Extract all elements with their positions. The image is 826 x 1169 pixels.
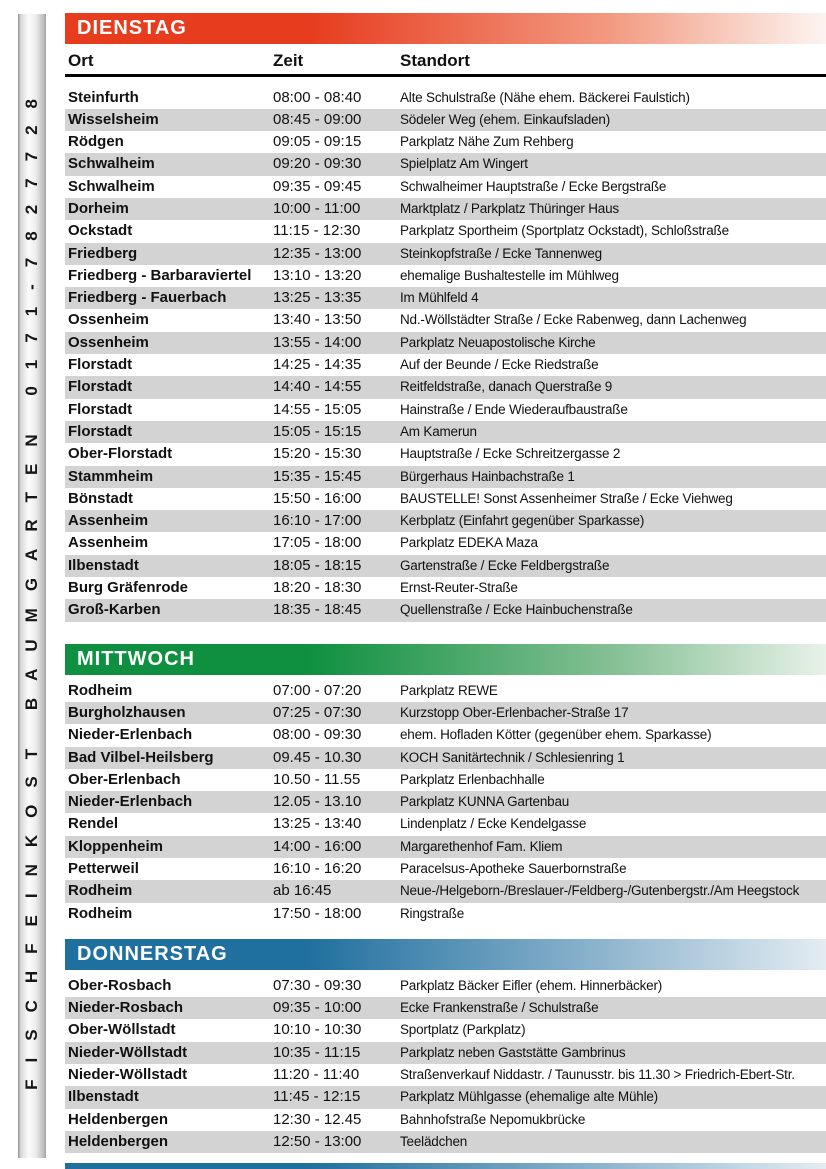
table-row (65, 332, 826, 354)
table-row (65, 836, 826, 858)
table-row (65, 1042, 826, 1064)
cell-standort: Marktplatz / Parkplatz Thüringer Haus (400, 200, 619, 216)
cell-standort: Am Kamerun (400, 423, 477, 439)
cell-ort: Friedberg - Fauerbach (68, 289, 227, 307)
cell-ort: Heldenbergen (68, 1110, 169, 1128)
cell-ort: Burg Gräfenrode (68, 579, 189, 597)
cell-standort: ehemalige Bushaltestelle im Mühlweg (400, 267, 619, 283)
cell-standort: Parkplatz KUNNA Gartenbau (400, 794, 570, 810)
table-row (65, 510, 826, 532)
table-row (65, 87, 826, 109)
table-row (65, 1086, 826, 1108)
cell-ort: Assenheim (68, 512, 149, 530)
cell-zeit: 08:00 - 08:40 (273, 88, 362, 106)
cell-standort: Parkplatz Bäcker Eifler (ehem. Hinnerbäcker) (400, 977, 663, 993)
cell-zeit: 14:00 - 16:00 (273, 837, 362, 855)
cell-ort: Bad Vilbel-Heilsberg (68, 748, 214, 766)
cell-ort: Nieder-Erlenbach (68, 726, 193, 744)
table-row (65, 1131, 826, 1153)
table-row (65, 724, 826, 746)
cell-ort: Rodheim (68, 681, 133, 699)
cell-zeit: 12.05 - 13.10 (273, 793, 362, 811)
section-donnerstag (65, 939, 826, 1153)
section-dienstag (65, 13, 826, 622)
cell-zeit: 10:10 - 10:30 (273, 1021, 362, 1039)
cell-ort: Dorheim (68, 199, 129, 217)
column-header-row (65, 44, 826, 74)
next-day-header-cutoff (65, 1163, 826, 1169)
cell-standort: Nd.-Wöllstädter Straße / Ecke Rabenweg, dann Lachenweg (400, 312, 747, 328)
cell-zeit: 09:20 - 09:30 (273, 155, 362, 173)
cell-ort: Rödgen (68, 133, 124, 151)
table-row (65, 747, 826, 769)
table-row (65, 176, 826, 198)
cell-zeit: 11:20 - 11:40 (273, 1066, 360, 1084)
table-row (65, 769, 826, 791)
cell-zeit: 13:10 - 13:20 (273, 266, 362, 284)
day-header-donnerstag (65, 939, 826, 970)
schedule-content (65, 13, 826, 1153)
cell-ort: Schwalheim (68, 155, 155, 173)
cell-ort: Rodheim (68, 904, 133, 922)
table-row (65, 1019, 826, 1041)
vertical-banner-text: FISCHFEINKOST BAUMGARTEN 0171-7827728 (22, 82, 41, 1090)
cell-standort: Parkplatz Mühlgasse (ehemalige alte Mühle) (400, 1089, 658, 1105)
cell-standort: Im Mühlfeld 4 (400, 290, 479, 306)
cell-ort: Florstadt (68, 378, 133, 396)
cell-zeit: 10:35 - 11:15 (273, 1043, 361, 1061)
table-row (65, 243, 826, 265)
cell-ort: Stammheim (68, 467, 154, 485)
cell-zeit: 07:00 - 07:20 (273, 681, 362, 699)
cell-zeit: 11:15 - 12:30 (273, 222, 361, 240)
table-row (65, 153, 826, 175)
table-row (65, 287, 826, 309)
cell-zeit: 15:05 - 15:15 (273, 422, 362, 440)
cell-zeit: 10.50 - 11.55 (273, 770, 361, 788)
table-row (65, 466, 826, 488)
cell-zeit: 17:50 - 18:00 (273, 904, 362, 922)
cell-standort: Ernst-Reuter-Straße (400, 580, 518, 596)
table-row (65, 421, 826, 443)
cell-standort: Kerbplatz (Einfahrt gegenüber Sparkasse) (400, 513, 645, 529)
table-row (65, 680, 826, 702)
cell-zeit: 15:50 - 16:00 (273, 489, 362, 507)
table-row (65, 903, 826, 925)
cell-ort: Ober-Florstadt (68, 445, 173, 463)
rows-donnerstag (65, 975, 826, 1153)
table-row (65, 399, 826, 421)
cell-ort: Petterweil (68, 860, 139, 877)
cell-standort: Reitfeldstraße, danach Querstraße 9 (400, 379, 613, 395)
table-row (65, 702, 826, 724)
cell-ort: Ober-Rosbach (68, 976, 172, 994)
cell-ort: Ober-Erlenbach (68, 770, 181, 788)
cell-ort: Schwalheim (68, 177, 155, 195)
table-row (65, 577, 826, 599)
day-header-dienstag (65, 13, 826, 44)
cell-zeit: 18:05 - 18:15 (273, 556, 362, 574)
table-row (65, 265, 826, 287)
cell-ort: Ossenheim (68, 333, 149, 351)
table-row (65, 488, 826, 510)
cell-ort: Bönstadt (68, 489, 133, 507)
cell-standort: Kurzstopp Ober-Erlenbacher-Straße 17 (400, 704, 629, 720)
cell-ort: Ilbenstadt (68, 1088, 139, 1106)
table-row (65, 532, 826, 554)
table-row (65, 791, 826, 813)
table-row (65, 975, 826, 997)
cell-standort: Parkplatz REWE (400, 682, 498, 698)
cell-zeit: 15:20 - 15:30 (273, 445, 362, 463)
cell-ort: Ober-Wöllstadt (68, 1021, 176, 1039)
day-header-label: MITTWOCH (77, 647, 195, 670)
cell-zeit: 16:10 - 17:00 (273, 512, 362, 530)
column-header-zeit: Zeit (273, 51, 304, 70)
cell-ort: Ockstadt (68, 222, 133, 240)
cell-standort: Alte Schulstraße (Nähe ehem. Bäckerei Faulstich) (400, 89, 690, 105)
cell-standort: ehem. Hofladen Kötter (gegenüber ehem. Sparkasse) (400, 727, 712, 743)
cell-standort: Teelädchen (400, 1133, 468, 1149)
cell-standort: BAUSTELLE! Sonst Assenheimer Straße / Ecke Viehweg (400, 490, 733, 506)
table-row (65, 997, 826, 1019)
cell-zeit: 13:25 - 13:35 (273, 289, 362, 307)
column-header-standort: Standort (400, 51, 470, 70)
table-row (65, 858, 826, 880)
table-row (65, 880, 826, 902)
cell-standort: Parkplatz Neuapostolische Kirche (400, 334, 596, 350)
cell-standort: Parkplatz Sportheim (Sportplatz Ockstadt), Schloßstraße (400, 223, 729, 239)
cell-zeit: 18:20 - 18:30 (273, 579, 362, 597)
cell-zeit: 11:45 - 12:15 (273, 1088, 361, 1106)
table-row (65, 555, 826, 577)
table-row (65, 109, 826, 131)
cell-ort: Assenheim (68, 534, 149, 552)
cell-standort: Hauptstraße / Ecke Schreitzergasse 2 (400, 446, 621, 462)
cell-standort: Parkplatz neben Gaststätte Gambrinus (400, 1044, 626, 1060)
table-row (65, 813, 826, 835)
cell-zeit: 09:35 - 09:45 (273, 177, 362, 195)
cell-standort: Parkplatz Nähe Zum Rehberg (400, 134, 574, 150)
cell-ort: Ilbenstadt (68, 556, 139, 574)
cell-standort: Parkplatz Erlenbachhalle (400, 771, 545, 787)
cell-ort: Nieder-Wöllstadt (68, 1066, 188, 1084)
cell-standort: Gartenstraße / Ecke Feldbergstraße (400, 557, 610, 573)
day-header-mittwoch (65, 644, 826, 675)
cell-zeit: 07:25 - 07:30 (273, 703, 362, 721)
cell-ort: Nieder-Rosbach (68, 999, 184, 1017)
cell-zeit: ab 16:45 (273, 882, 332, 900)
cell-standort: KOCH Sanitärtechnik / Schlesienring 1 (400, 749, 625, 765)
cell-zeit: 09.45 - 10.30 (273, 748, 362, 766)
table-row (65, 443, 826, 465)
cell-standort: Auf der Beunde / Ecke Riedstraße (400, 357, 599, 373)
table-row (65, 1109, 826, 1131)
cell-zeit: 13:25 - 13:40 (273, 815, 362, 833)
cell-zeit: 15:35 - 15:45 (273, 467, 362, 485)
cell-ort: Steinfurth (68, 88, 139, 106)
cell-standort: Schwalheimer Hauptstraße / Ecke Bergstraße (400, 178, 667, 194)
cell-standort: Sportplatz (Parkplatz) (400, 1022, 526, 1038)
cell-ort: Friedberg - Barbaraviertel (68, 266, 252, 284)
cell-standort: Södeler Weg (ehem. Einkaufsladen) (400, 111, 611, 127)
table-row (65, 131, 826, 153)
cell-zeit: 12:35 - 13:00 (273, 244, 362, 262)
cell-zeit: 12:30 - 12.45 (273, 1110, 362, 1128)
table-row (65, 376, 826, 398)
cell-zeit: 09:35 - 10:00 (273, 999, 362, 1017)
section-mittwoch (65, 644, 826, 925)
table-row (65, 220, 826, 242)
cell-ort: Nieder-Wöllstadt (68, 1043, 188, 1061)
cell-ort: Wisselsheim (68, 110, 159, 128)
column-header-ort: Ort (68, 51, 94, 70)
cell-standort: Hainstraße / Ende Wiederaufbaustraße (400, 401, 628, 417)
table-row (65, 1064, 826, 1086)
cell-ort: Florstadt (68, 422, 133, 440)
cell-ort: Heldenbergen (68, 1132, 169, 1150)
table-row (65, 599, 826, 621)
cell-zeit: 14:55 - 15:05 (273, 400, 362, 418)
rows-dienstag (65, 87, 826, 622)
day-header-label: DIENSTAG (77, 17, 187, 39)
cell-standort: Spielplatz Am Wingert (400, 156, 528, 172)
cell-standort: Bürgerhaus Hainbachstraße 1 (400, 468, 575, 484)
cell-standort: Ecke Frankenstraße / Schulstraße (400, 1000, 599, 1016)
cell-zeit: 17:05 - 18:00 (273, 534, 362, 552)
cell-ort: Florstadt (68, 400, 133, 418)
cell-standort: Ringstraße (400, 905, 465, 921)
table-row (65, 309, 826, 331)
cell-zeit: 13:55 - 14:00 (273, 333, 362, 351)
cell-standort: Lindenplatz / Ecke Kendelgasse (400, 816, 587, 832)
cell-ort: Nieder-Erlenbach (68, 793, 193, 811)
cell-standort: Bahnhofstraße Nepomukbrücke (400, 1111, 586, 1127)
cell-zeit: 14:25 - 14:35 (273, 356, 362, 374)
day-header-label: DONNERSTAG (77, 942, 228, 965)
vertical-banner (18, 14, 46, 1158)
cell-zeit: 13:40 - 13:50 (273, 311, 362, 329)
cell-standort: Steinkopfstraße / Ecke Tannenweg (400, 245, 602, 261)
cell-zeit: 08:45 - 09:00 (273, 110, 362, 128)
cell-ort: Kloppenheim (68, 837, 164, 855)
cell-standort: Margarethenhof Fam. Kliem (400, 838, 563, 854)
cell-standort: Straßenverkauf Niddastr. / Taunusstr. bis 11.30 > Friedrich-Ebert-Str. (400, 1067, 795, 1083)
cell-zeit: 18:35 - 18:45 (273, 601, 362, 619)
table-row (65, 198, 826, 220)
cell-standort: Parkplatz EDEKA Maza (400, 535, 538, 551)
cell-zeit: 14:40 - 14:55 (273, 378, 362, 396)
cell-zeit: 10:00 - 11:00 (273, 199, 361, 217)
cell-ort: Rodheim (68, 882, 133, 900)
cell-zeit: 07:30 - 09:30 (273, 976, 362, 994)
cell-zeit: 16:10 - 16:20 (273, 860, 362, 877)
cell-ort: Friedberg (68, 244, 138, 262)
cell-ort: Ossenheim (68, 311, 149, 329)
cell-ort: Groß-Karben (68, 601, 161, 619)
table-row (65, 354, 826, 376)
cell-standort: Paracelsus-Apotheke Sauerbornstraße (400, 861, 627, 876)
cell-zeit: 09:05 - 09:15 (273, 133, 362, 151)
cell-ort: Burgholzhausen (68, 703, 186, 721)
cell-ort: Rendel (68, 815, 119, 833)
rows-mittwoch (65, 680, 826, 925)
cell-zeit: 12:50 - 13:00 (273, 1132, 362, 1150)
cell-standort: Quellenstraße / Ecke Hainbuchenstraße (400, 602, 633, 618)
cell-standort: Neue-/Helgeborn-/Breslauer-/Feldberg-/Gutenbergstr./Am Heegstock (400, 883, 800, 899)
cell-zeit: 08:00 - 09:30 (273, 726, 362, 744)
cell-ort: Florstadt (68, 356, 133, 374)
